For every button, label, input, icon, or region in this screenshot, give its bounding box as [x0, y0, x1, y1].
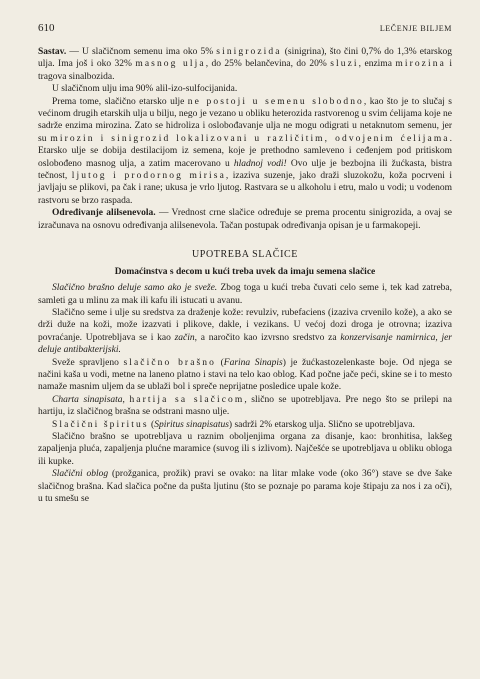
paragraph-respiratory-use: Slačično brašno se upotrebljava u raznim oboljenjima organa za disanje, kao: bronhitisa, lakšeg zapaljenja plućа, zapaljenja plućne maramice (suvog ili s izlivom). Najčešće se upotrebljava u obliku obloga ili kupke.: [38, 431, 452, 467]
paragraph-mustard-flour: Sveže spravljeno slačično brašno (Farina Sinapis) je žućkastozelenkaste boje. Od njega se načini kaša u vodi, metne na laneno platno i stavi na telo kao oblog. Kad počne jače peći, skine se i to mesto namaže masnim uljem da se ublaži bol i spreče neprijatne posledice upale kože.: [38, 357, 452, 393]
page-header: [38, 22, 452, 42]
running-title: LEČENJE BILJEM: [379, 24, 452, 33]
section-title: UPOTREBA SLAČICE: [191, 249, 298, 261]
paragraph-poultice: Slačični oblog (prožganica, prožik) pravi se ovako: na litar mlake vode (oko 36°) stave se dve šake slačičnog brašna. Kad slačica počne da pušta ljutinu (što se poznaje po parama koje štipaju za nos i za oči), u tu smešu se: [38, 469, 452, 504]
paragraph-mustard-spirit: Slačični špiritus (Spiritus sinapisatus) sadrži 2% etarskog ulja. Slično se upotrebljava.: [52, 419, 415, 430]
label-sastav: Sastav.: [38, 47, 67, 57]
paragraph-assay: Određivanje alilsenevola. — Vrednost crne slačice određuje se prema procentu sinigrozida, a ovaj se izračunava na osnovu određivanja alilsenevola. Tačan postupak određivanja opisan je u farmakopeji.: [38, 208, 452, 231]
paragraph-mustard-paper: Charta sinapisata, hartija sa slačicom, slično se upotrebljava. Pre nego što se prilepi na hartiju, iz slačičnog brašna se odstrani masno ulje.: [38, 394, 453, 418]
paragraph-irritant: Slačično seme i ulje su sredstva za draženje kože: revulziv, rubefaciens (izaziva crvenilo kože), a ako se drži duže na koži, može izazvati i plikove, dakle, i vezikans. U većoj dozi droga je otrovna; izaziva povraćanje. Upotrebljava se i kao začin, a naročito kao izvrsno sredstvo za konzervisanje namirnica, jer deluje antibakterijski.: [38, 307, 453, 356]
paragraph-composition: Sastav. — U slačičnom semenu ima oko 5% sinigrozida (sinigrina), što čini 0,7% do 1,3% etarskog ulja. Ima još i oko 32% masnog ulja, do 25% belančevina, do 20% sluzi, enzima mirozina i tragova sinalbozida.: [38, 47, 452, 82]
page-number: 610: [38, 22, 55, 34]
paragraph-oil-content: U slačičnom ulju ima 90% alil-izo-sulfocijanida.: [52, 84, 238, 95]
label-assay: Određivanje alilsenevola.: [52, 208, 156, 219]
section-subtitle: Domaćinstva s decom u kući treba uvek da imaju semena slačice: [114, 267, 376, 278]
paragraph-essential-oil: Prema tome, slačično etarsko ulje ne postoji u semenu slobodno, kao što je to slučaj s većinom drugih etarskih ulja u bilju, nego je vezano u obliku heterozida rastvorenog u svim ćelijama koje ne sadrže enzima mirozina. Zato se hidroliza i oslobođavanje ulja ne mogu odigrati u netaknutom semenu, jer su mirozin i sinigrozid lokalizovani u različitim, odvojenim ćelijama. Etarsko ulje se dobija destilacijom iz semena, koje je prethodno samleveno i ceđenjem pod pritiskom oslobođeno masnog ulja, a zatim macerovano u hladnoj vodi! Ovo ulje je bezbojna ili žućkasta, bistra tečnost, ljutog i prodornog mirisa, izaziva suzenje, jako draži sluzokožu, koža pocrveni i javljaju se plikovi, pa čak i rane; ukusa je vrlo ljutog. Rastvara se u alkoholu i etru, malo u vodi; u vodenom rastvoru se brzo raspada.: [38, 96, 452, 206]
paragraph-fresh-flour: Slačično brašno deluje samo ako je sveže. Zbog toga u kući treba čuvati celo seme i, tek kad zatreba, samleti ga u mlinu za mak ili kafu ili istucati u avanu.: [38, 283, 452, 306]
